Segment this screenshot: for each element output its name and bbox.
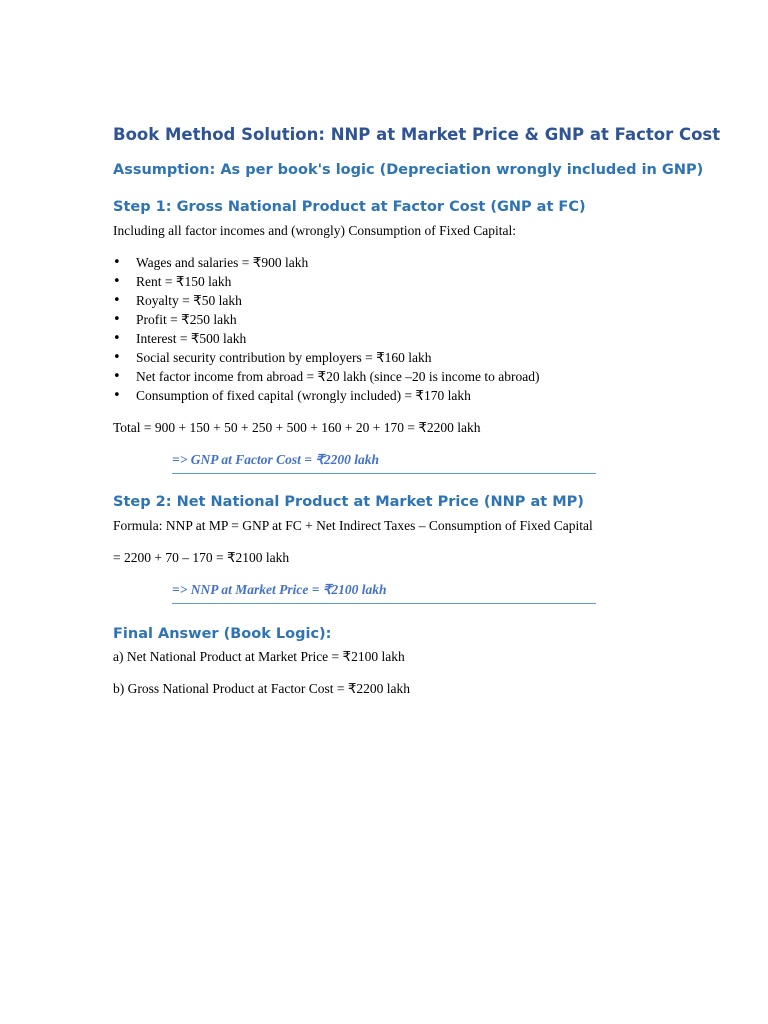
step2-calc: = 2200 + 70 – 170 = ₹2100 lakh (113, 550, 290, 565)
final-answer-b: b) Gross National Product at Factor Cost = ₹2200 lakh (113, 681, 411, 696)
list-item (113, 310, 673, 329)
list-item (113, 348, 673, 367)
list-item (113, 272, 673, 291)
bullet-icon: • (113, 331, 121, 346)
list-item-text: Profit = ₹250 lakh (136, 312, 237, 327)
bullet-icon: • (113, 350, 121, 365)
list-item (113, 329, 673, 348)
bullet-icon: • (113, 274, 121, 289)
step1-heading: Step 1: Gross National Product at Factor Cost (GNP at FC) (113, 199, 586, 215)
step1-result-block (172, 450, 596, 474)
list-item-text: Net factor income from abroad = ₹20 lakh (since –20 is income to abroad) (136, 369, 540, 384)
assumption-heading: Assumption: As per book's logic (Depreciation wrongly included in GNP) (113, 162, 704, 178)
list-item-text: Consumption of fixed capital (wrongly included) = ₹170 lakh (136, 388, 471, 403)
document-body (113, 124, 721, 698)
step2-result: => NNP at Market Price = ₹2100 lakh (172, 582, 387, 597)
step1-result: => GNP at Factor Cost = ₹2200 lakh (172, 452, 380, 467)
list-item (113, 253, 673, 272)
step2-formula: Formula: NNP at MP = GNP at FC + Net Indirect Taxes – Consumption of Fixed Capital (113, 518, 593, 533)
step2-heading: Step 2: Net National Product at Market Price (NNP at MP) (113, 494, 584, 510)
bullet-icon: • (113, 388, 121, 403)
bullet-icon: • (113, 369, 121, 384)
list-item-text: Royalty = ₹50 lakh (136, 293, 242, 308)
final-answer-a: a) Net National Product at Market Price = ₹2100 lakh (113, 649, 405, 664)
list-item (113, 386, 673, 405)
step1-total: Total = 900 + 150 + 50 + 250 + 500 + 160 + 20 + 170 = ₹2200 lakh (113, 420, 481, 435)
list-item-text: Wages and salaries = ₹900 lakh (136, 255, 309, 270)
step1-intro: Including all factor incomes and (wrongly) Consumption of Fixed Capital: (113, 223, 517, 238)
document-title: Book Method Solution: NNP at Market Price & GNP at Factor Cost (113, 125, 721, 144)
bullet-icon: • (113, 255, 121, 270)
list-item-text: Social security contribution by employers = ₹160 lakh (136, 350, 432, 365)
final-answer-heading: Final Answer (Book Logic): (113, 626, 332, 642)
bullet-icon: • (113, 293, 121, 308)
list-item-text: Rent = ₹150 lakh (136, 274, 232, 289)
bullet-icon: • (113, 312, 121, 327)
list-item (113, 291, 673, 310)
step2-result-block (172, 580, 596, 604)
list-item-text: Interest = ₹500 lakh (136, 331, 247, 346)
factor-income-list (113, 253, 673, 405)
list-item (113, 367, 673, 386)
